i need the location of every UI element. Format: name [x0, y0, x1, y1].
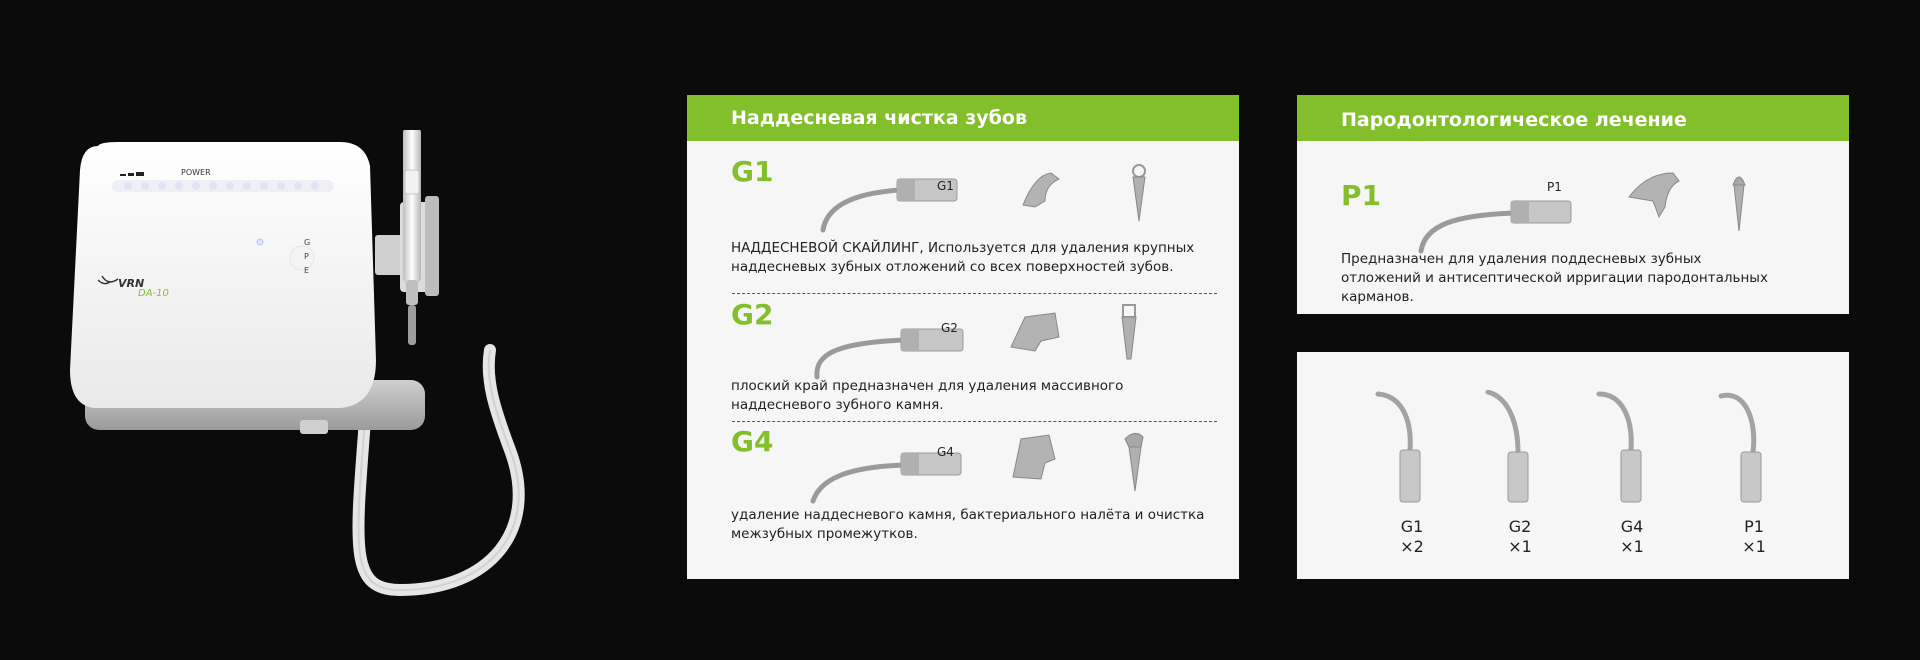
tip-label-p1: [1547, 180, 1562, 194]
tip-end-view-g2: [1117, 301, 1141, 363]
kit-item-name: G1: [1400, 517, 1424, 536]
tip-code-g2: G2: [731, 298, 774, 331]
mode-letter-p: P: [304, 252, 309, 261]
tip-label-g1: [937, 179, 954, 193]
tip-label-text-g1: G1: [937, 179, 954, 193]
kit-item-g4: [1597, 517, 1667, 557]
periodontal-title: Пародонтологическое лечение: [1297, 95, 1849, 141]
tip-front-view-g2: [1005, 307, 1065, 357]
kit-item-name: P1: [1744, 517, 1764, 536]
kit-item-qty: ×2: [1400, 537, 1424, 556]
kit-item-g2: [1485, 517, 1555, 557]
kit-item-g1: [1377, 517, 1447, 557]
tip-label-text-p1: P1: [1547, 180, 1562, 194]
supragingival-title: Наддесневая чистка зубов: [687, 95, 1239, 141]
kit-tip-g1: [1372, 390, 1432, 505]
kit-item-p1: [1719, 517, 1789, 557]
kit-item-name: G2: [1508, 517, 1532, 536]
power-label: POWER: [181, 168, 211, 177]
tip-label-text-g4: G4: [937, 445, 954, 459]
tip-description-g2: плоский край предназначен для удаления массивного наддесневого зубного камня.: [731, 378, 1124, 413]
tip-front-view-g4: [1005, 429, 1065, 485]
tip-label-g2: [941, 321, 958, 335]
tip-side-view-g2: [809, 305, 969, 385]
kit-tip-g4: [1595, 390, 1655, 505]
divider: [732, 421, 1217, 422]
kit-item-qty: ×1: [1742, 537, 1766, 556]
supragingival-panel: [687, 95, 1239, 579]
tip-side-view-g1: [815, 165, 965, 235]
kit-tip-g2: [1482, 390, 1542, 505]
tip-description-g4: удаление наддесневого камня, бактериального налёта и очистка межзубных промежутков.: [731, 507, 1205, 542]
tip-code-p1: P1: [1341, 179, 1382, 212]
tip-front-view-g1: [1015, 165, 1065, 215]
periodontal-panel: [1297, 95, 1849, 314]
mode-letter-e: E: [304, 266, 310, 275]
tip-description-g1: НАДДЕСНЕВОЙ СКАЙЛИНГ, Используется для удаления крупных наддесневых зубных отложений со всех поверхностей зубов.: [731, 240, 1195, 275]
tip-end-view-g1: [1127, 163, 1151, 225]
kit-item-qty: ×1: [1508, 537, 1532, 556]
tip-front-view-p1: [1623, 167, 1687, 223]
kit-item-name: G4: [1620, 517, 1644, 536]
kit-panel: [1297, 352, 1849, 579]
divider: [732, 293, 1217, 294]
tip-description-p1: Предназначен для удаления поддесневых зубных отложений и антисептической ирригации пародонтальных карманов.: [1341, 251, 1768, 305]
kit-tip-p1: [1717, 390, 1777, 505]
mode-letter-g: G: [304, 238, 311, 247]
tip-end-view-g4: [1121, 429, 1149, 495]
tip-label-g4: [937, 445, 954, 459]
tip-code-g1: G1: [731, 155, 774, 188]
brand-logo: VRN: [118, 277, 145, 290]
tip-end-view-p1: [1727, 167, 1751, 233]
model-label: DA-10: [138, 288, 169, 299]
tip-code-g4: G4: [731, 425, 774, 458]
kit-item-qty: ×1: [1620, 537, 1644, 556]
scaler-device: [70, 130, 590, 600]
tip-label-text-g2: G2: [941, 321, 958, 335]
